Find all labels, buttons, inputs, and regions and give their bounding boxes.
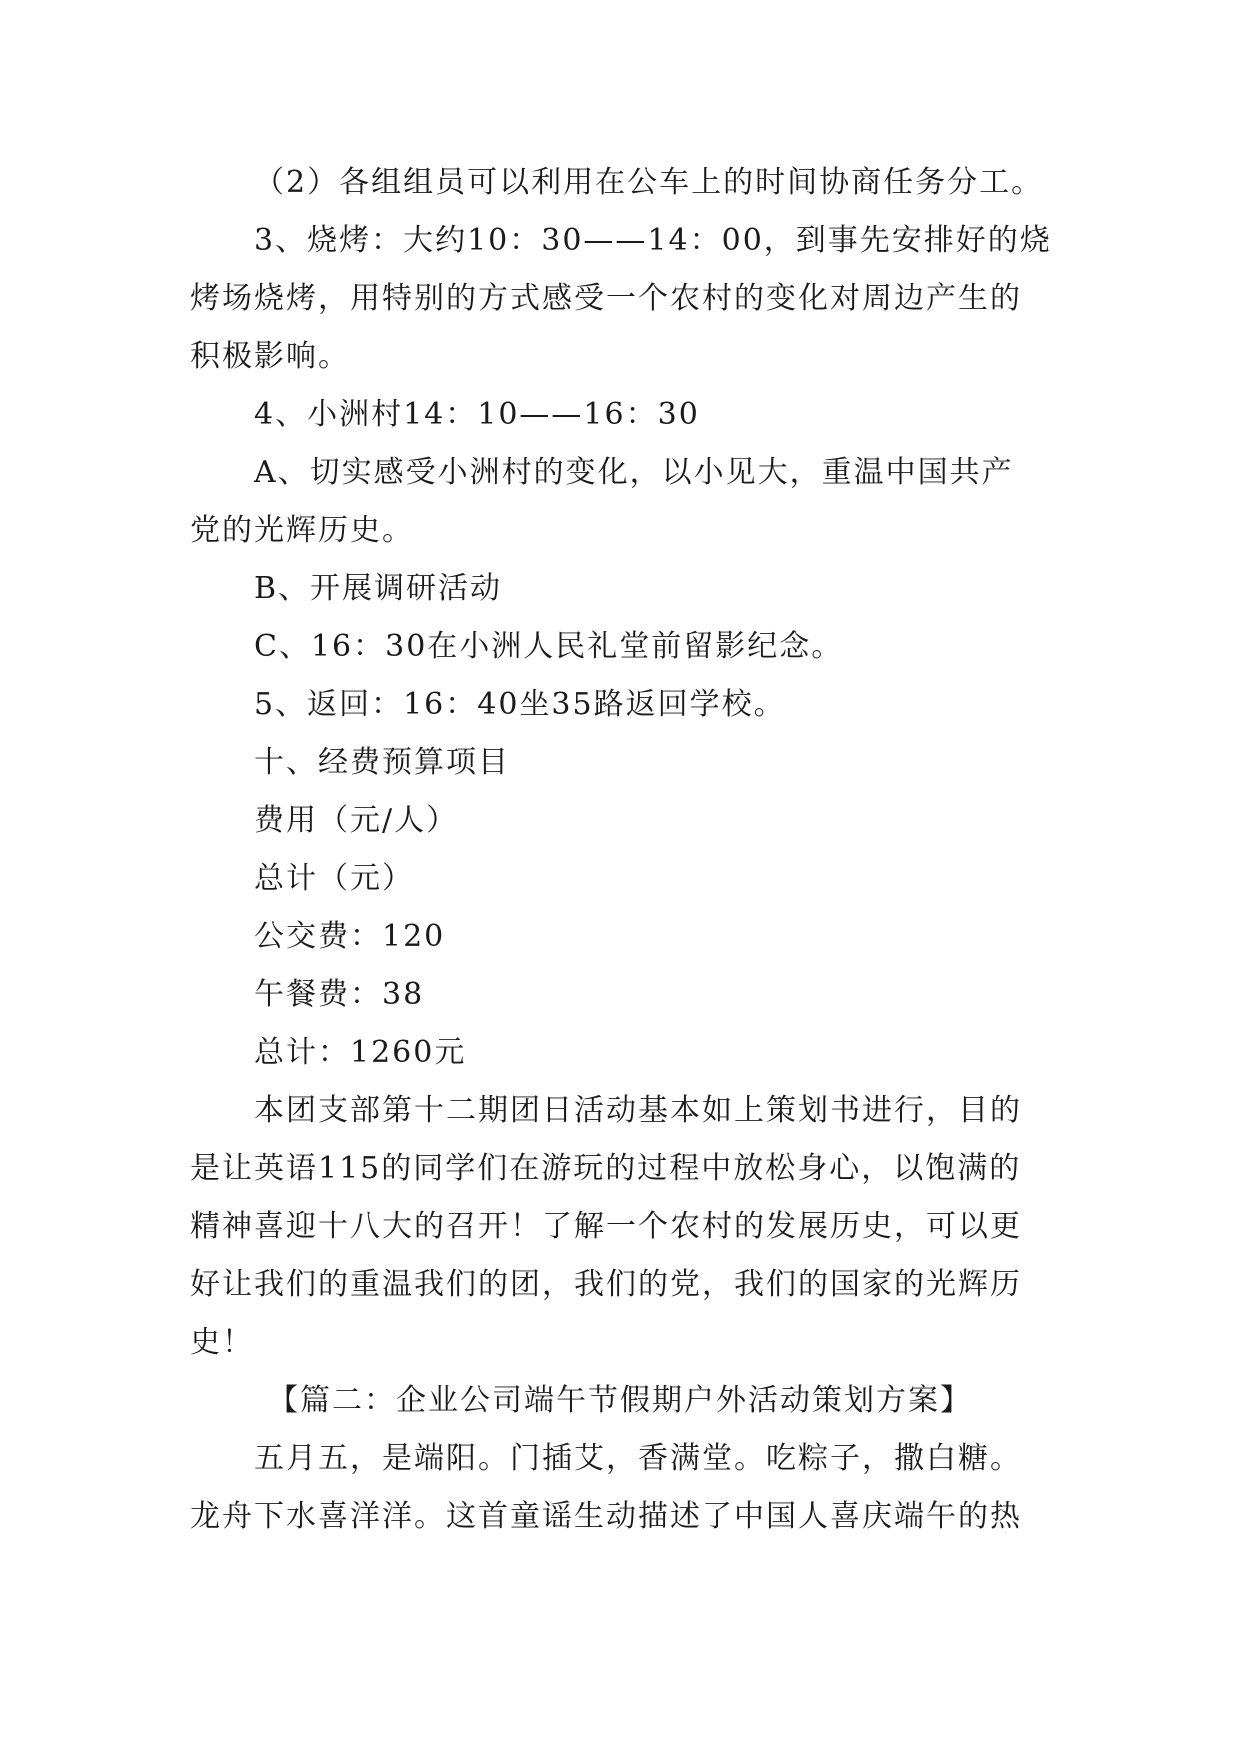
paragraph-line: 五月五，是端阳。门插艾，香满堂。吃粽子，撒白糖。 — [254, 1441, 1022, 1476]
document-body — [190, 154, 1090, 1546]
paragraph-line: 好让我们的重温我们的团，我们的党，我们的国家的光辉历 — [190, 1267, 1022, 1302]
section-heading: 十、经费预算项目 — [254, 745, 510, 780]
article-title: 【篇二：企业公司端午节假期户外活动策划方案】 — [268, 1383, 972, 1418]
paragraph-line: B、开展调研活动 — [254, 571, 503, 606]
paragraph-line: C、16：30在小洲人民礼堂前留影纪念。 — [254, 629, 844, 664]
paragraph-line: 精神喜迎十八大的召开！了解一个农村的发展历史，可以更 — [190, 1209, 1022, 1244]
budget-item: 公交费：120 — [254, 919, 446, 954]
budget-column-label: 总计（元） — [254, 861, 414, 896]
budget-column-label: 费用（元/人） — [254, 803, 459, 838]
paragraph-line: A、切实感受小洲村的变化，以小见大，重温中国共产 — [254, 455, 1014, 490]
paragraph-line: 龙舟下水喜洋洋。这首童谣生动描述了中国人喜庆端午的热 — [190, 1499, 1022, 1534]
paragraph-line: 党的光辉历史。 — [190, 513, 414, 548]
paragraph-line: 积极影响。 — [190, 339, 350, 374]
paragraph-line: 烤场烧烤，用特别的方式感受一个农村的变化对周边产生的 — [190, 281, 1022, 316]
paragraph-line: （2）各组组员可以利用在公车上的时间协商任务分工。 — [254, 165, 1044, 200]
paragraph-line: 5、返回：16：40坐35路返回学校。 — [254, 687, 786, 722]
paragraph-line: 3、烧烤：大约10：30——14：00，到事先安排好的烧 — [254, 223, 1052, 258]
budget-total: 总计：1260元 — [254, 1035, 467, 1070]
paragraph-line: 史！ — [190, 1325, 254, 1360]
paragraph-line: 是让英语115的同学们在游玩的过程中放松身心，以饱满的 — [190, 1151, 1022, 1186]
paragraph-line: 本团支部第十二期团日活动基本如上策划书进行，目的 — [254, 1093, 1022, 1128]
paragraph-line: 4、小洲村14：10——16：30 — [254, 397, 700, 432]
budget-item: 午餐费：38 — [254, 977, 425, 1012]
